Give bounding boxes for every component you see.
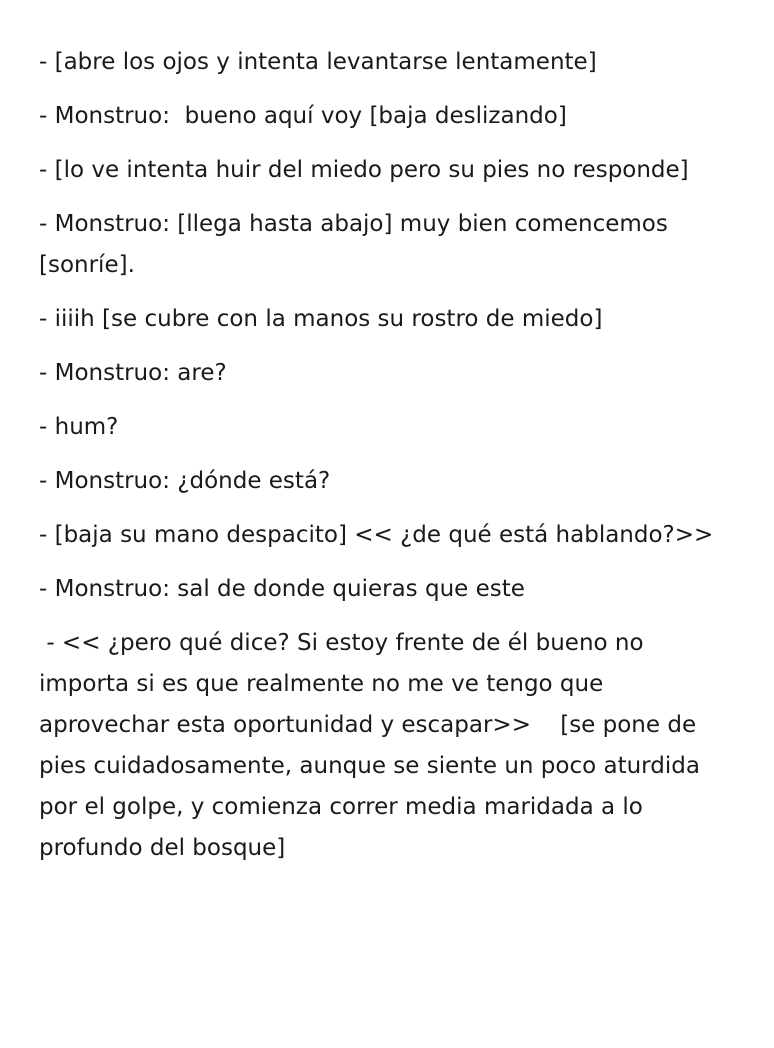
dialogue-line: - [abre los ojos y intenta levantarse lentamente]: [39, 49, 597, 75]
dialogue-line: - iiiih [se cubre con la manos su rostro de miedo]: [39, 306, 603, 332]
document-body: [39, 42, 729, 882]
dialogue-line: - Monstruo: are?: [39, 360, 227, 386]
narrative-paragraph: - << ¿pero qué dice? Si estoy frente de él bueno no importa si es que realmente no me ve tengo que aprovechar esta oportunidad y escapar>> [se pone de pies cuidadosamente, aunque se siente un poco aturdida por el golpe, y comienza correr media maridada a lo profundo del bosque]: [39, 630, 708, 861]
dialogue-line: - Monstruo: sal de donde quieras que este: [39, 576, 525, 602]
dialogue-line: - Monstruo: ¿dónde está?: [39, 468, 331, 494]
dialogue-line: - hum?: [39, 414, 119, 440]
dialogue-line: - Monstruo: [llega hasta abajo] muy bien comencemos [sonríe].: [39, 211, 676, 278]
dialogue-line: - [baja su mano despacito] << ¿de qué está hablando?>>: [39, 522, 714, 548]
dialogue-line: - Monstruo: bueno aquí voy [baja deslizando]: [39, 103, 567, 129]
dialogue-line: - [lo ve intenta huir del miedo pero su pies no responde]: [39, 157, 689, 183]
